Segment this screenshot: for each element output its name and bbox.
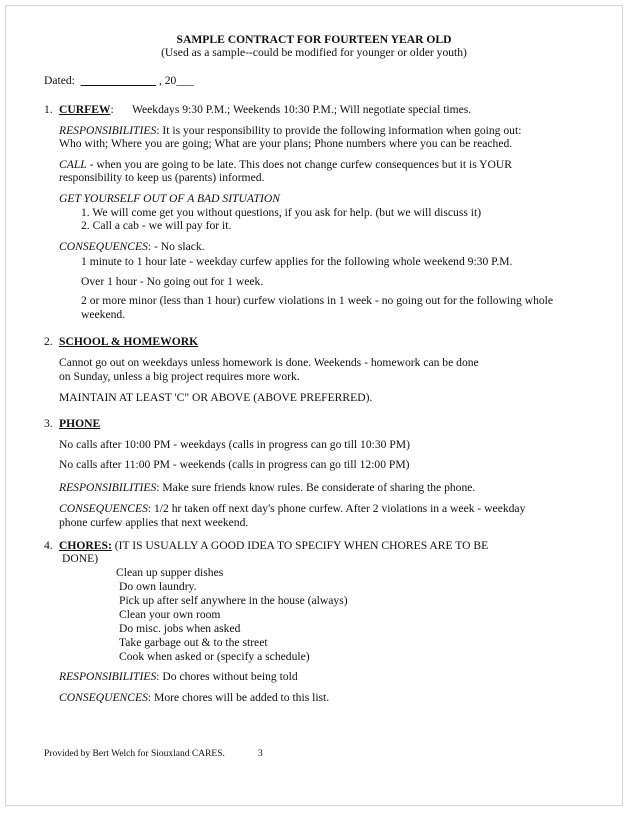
section-1-number: 1. <box>44 103 53 116</box>
section-4-number: 4. <box>44 539 53 552</box>
dated-year: , 20___ <box>156 74 194 87</box>
curfew-resp-label: RESPONSIBILITIES <box>59 124 157 137</box>
chores-note: (IT IS USUALLY A GOOD IDEA TO SPECIFY WHEN CHORES ARE TO BE <box>111 539 489 552</box>
chore-item: Clean your own room <box>119 608 221 621</box>
footer-credit: Provided by Bert Welch for Siouxland CARES. <box>44 749 225 759</box>
document-page <box>5 5 623 806</box>
chores-resp-label: RESPONSIBILITIES <box>59 670 157 683</box>
page-number: 3 <box>258 749 263 759</box>
phone-weekend-rule: No calls after 11:00 PM - weekends (calls in progress can go till 12:00 PM) <box>59 458 410 471</box>
section-1-colon: : <box>110 103 114 116</box>
phone-weekday-rule: No calls after 10:00 PM - weekdays (calls in progress can go till 10:30 PM) <box>59 438 410 451</box>
chore-item: Pick up after self anywhere in the house (always) <box>119 594 348 607</box>
homework-line2: on Sunday, unless a big project requires more work. <box>59 370 300 383</box>
page-subtitle: (Used as a sample--could be modified for younger or older youth) <box>161 46 467 59</box>
chore-item: Do own laundry. <box>119 580 197 593</box>
consequence-item: 2 or more minor (less than 1 hour) curfew violations in 1 week - no going out for the following whole <box>81 294 554 307</box>
curfew-call-text: - when you are going to be late. This does not change curfew consequences but it is YOUR <box>86 158 513 171</box>
chore-item: Do misc. jobs when asked <box>119 622 241 635</box>
chores-consequences <box>59 691 329 704</box>
section-2-heading: SCHOOL & HOMEWORK <box>59 335 199 348</box>
curfew-resp-line1 <box>59 124 521 137</box>
section-3-heading: PHONE <box>59 417 101 430</box>
curfew-call-label: CALL <box>59 158 87 171</box>
bad-situation-heading: GET YOURSELF OUT OF A BAD SITUATION <box>59 192 280 205</box>
phone-consequences-line1 <box>59 502 525 515</box>
curfew-call-line1 <box>59 158 512 171</box>
section-4-heading: CHORES: <box>59 539 112 552</box>
bad-situation-item: 1. We will come get you without questions, if you ask for help. (but we will discuss it) <box>81 206 482 219</box>
phone-cons-text: : 1/2 hr taken off next day's phone curfew. After 2 violations in a week - weekday <box>147 502 526 515</box>
chores-note-line2: DONE) <box>62 552 99 565</box>
curfew-consequences <box>59 240 205 253</box>
consequence-item: Over 1 hour - No going out for 1 week. <box>81 275 264 288</box>
curfew-resp-line2: Who with; Where you are going; What are your plans; Phone numbers where you can be reached. <box>59 137 513 150</box>
section-4-heading-line <box>59 539 488 552</box>
chores-responsibilities <box>59 670 298 683</box>
phone-responsibilities <box>59 481 475 494</box>
phone-resp-label: RESPONSIBILITIES <box>59 481 157 494</box>
chore-item: Clean up supper dishes <box>116 566 224 579</box>
page-title: SAMPLE CONTRACT FOR FOURTEEN YEAR OLD <box>176 33 452 46</box>
consequence-item: weekend. <box>81 308 126 321</box>
section-1-heading: CURFEW <box>59 103 111 116</box>
section-2-number: 2. <box>44 335 53 348</box>
dated-blank: _____________ <box>80 74 157 87</box>
curfew-resp-text: : It is your responsibility to provide the following information when going out: <box>156 124 522 137</box>
curfew-times: Weekdays 9:30 P.M.; Weekends 10:30 P.M.; Will negotiate special times. <box>132 103 472 116</box>
chores-cons-text: : More chores will be added to this list. <box>147 691 330 704</box>
dated-label: Dated: <box>44 74 75 87</box>
section-1-heading-line <box>59 103 114 116</box>
chore-item: Take garbage out & to the street <box>119 636 268 649</box>
curfew-call-line2: responsibility to keep us (parents) informed. <box>59 171 265 184</box>
homework-grades: MAINTAIN AT LEAST 'C" OR ABOVE (ABOVE PREFERRED). <box>59 391 373 404</box>
curfew-cons-label: CONSEQUENCES <box>59 240 148 253</box>
homework-line1: Cannot go out on weekdays unless homework is done. Weekends - homework can be done <box>59 356 479 369</box>
phone-resp-text: : Make sure friends know rules. Be considerate of sharing the phone. <box>156 481 476 494</box>
phone-cons-label: CONSEQUENCES <box>59 502 148 515</box>
curfew-cons-text: : - No slack. <box>147 240 205 253</box>
bad-situation-item: 2. Call a cab - we will pay for it. <box>81 219 232 232</box>
chores-resp-text: : Do chores without being told <box>156 670 298 683</box>
chore-item: Cook when asked or (specify a schedule) <box>119 650 310 663</box>
phone-consequences-line2: phone curfew applies that next weekend. <box>59 516 249 529</box>
section-3-number: 3. <box>44 417 53 430</box>
chores-cons-label: CONSEQUENCES <box>59 691 148 704</box>
dated-line <box>44 74 194 87</box>
consequence-item: 1 minute to 1 hour late - weekday curfew applies for the following whole weekend 9:30 P.M. <box>81 255 513 268</box>
